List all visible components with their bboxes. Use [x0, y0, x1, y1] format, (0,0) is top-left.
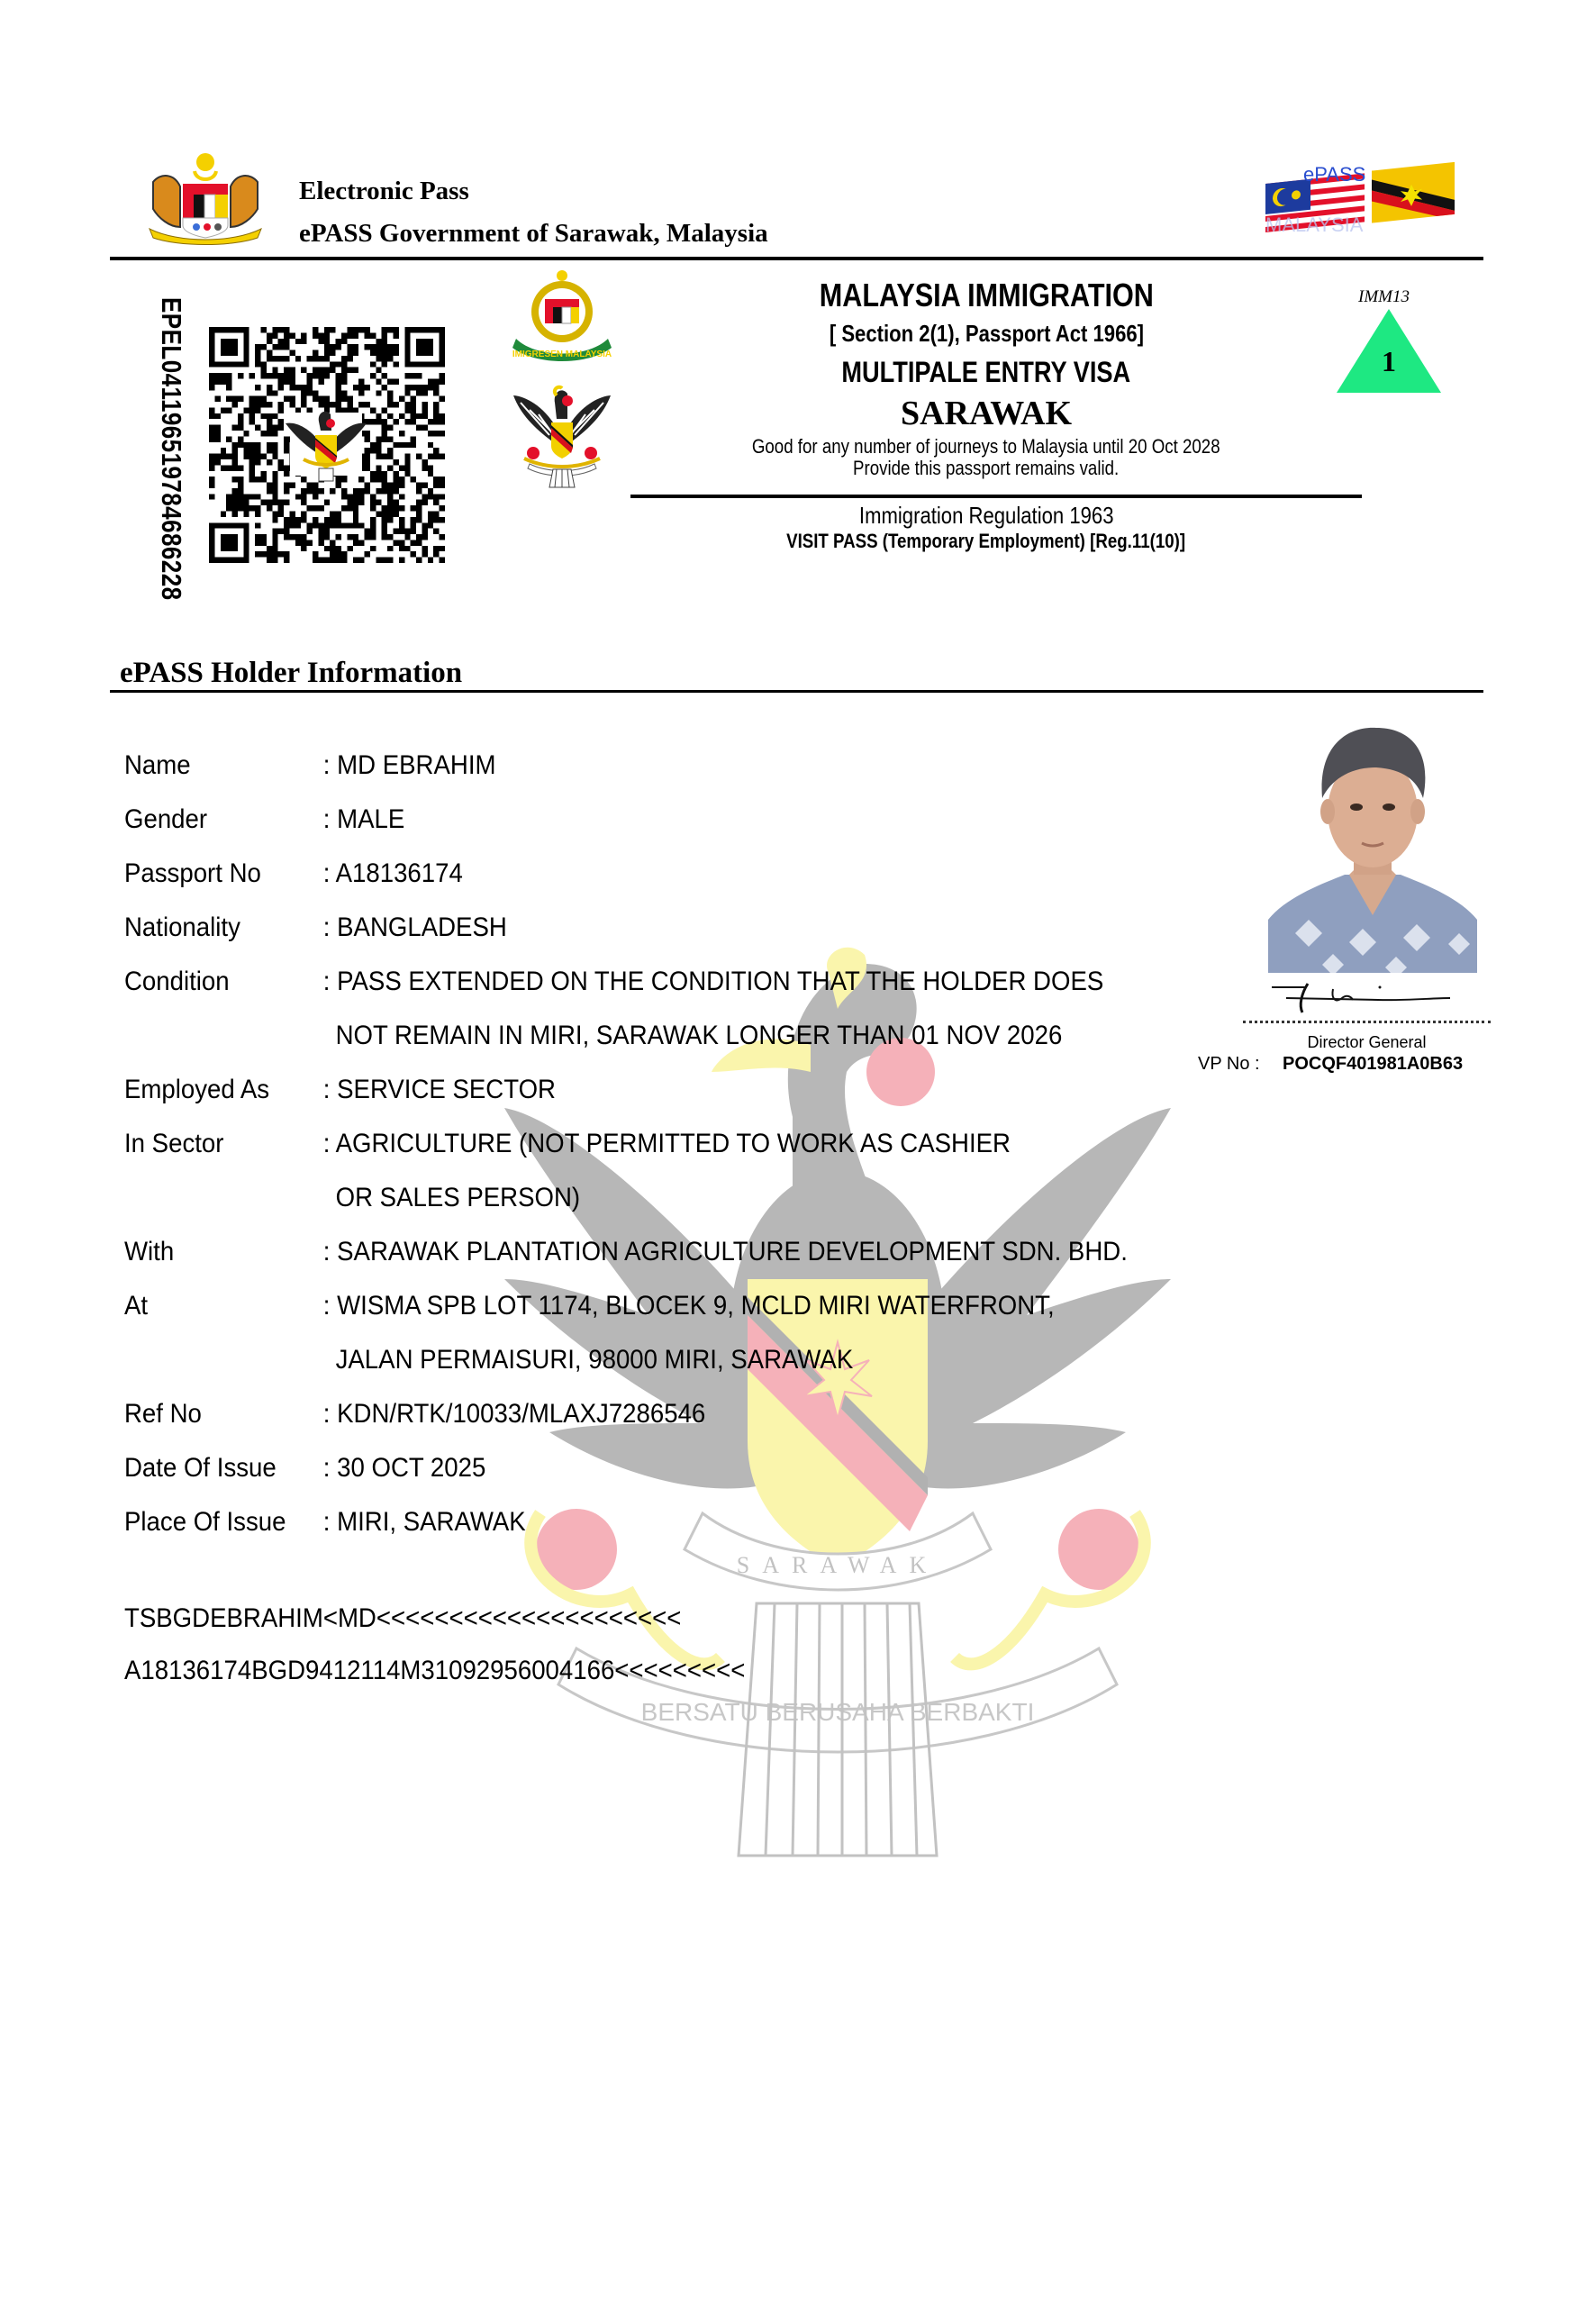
field-value: : 30 OCT 2025	[322, 1453, 486, 1483]
holder-section-divider	[110, 690, 1483, 693]
visa-authority: MALAYSIA IMMIGRATION	[819, 277, 1154, 313]
visa-section: [ Section 2(1), Passport Act 1966]	[829, 320, 1144, 347]
field-value: : BANGLADESH	[322, 912, 507, 942]
malaysia-coat-of-arms-logo	[142, 146, 268, 245]
field-value: : SERVICE SECTOR	[322, 1075, 556, 1104]
field-value: : SARAWAK PLANTATION AGRICULTURE DEVELOPMENT SDN. BHD.	[322, 1237, 1128, 1266]
field-label: Employed As	[124, 1075, 270, 1104]
watermark-shield-text: SARAWAK	[736, 1552, 939, 1578]
signer-title: Director General	[1307, 1033, 1427, 1051]
entry-number-badge	[1335, 309, 1443, 395]
field-value: : MIRI, SARAWAK	[322, 1507, 526, 1537]
field-value: : MD EBRAHIM	[322, 750, 496, 780]
visa-validity-line2: Provide this passport remains valid.	[853, 457, 1120, 479]
visa-pass-type: VISIT PASS (Temporary Employment) [Reg.11(10)]	[786, 530, 1186, 552]
field-label: Condition	[124, 967, 230, 996]
field-value-continued: JALAN PERMAISURI, 98000 MIRI, SARAWAK	[335, 1345, 854, 1375]
field-value: : KDN/RTK/10033/MLAXJ7286546	[322, 1399, 706, 1429]
qr-center-emblem-icon	[281, 404, 371, 485]
immigration-malaysia-badge	[509, 268, 615, 363]
sarawak-emblem	[512, 383, 612, 489]
signature-dotted-line	[1243, 1021, 1491, 1023]
field-value: : PASS EXTENDED ON THE CONDITION THAT THE HOLDER DOES	[322, 967, 1104, 996]
epass-serial-vertical	[151, 297, 187, 613]
field-label: Nationality	[124, 912, 240, 942]
watermark-motto: BERSATU BERUSAHA BERBAKTI	[640, 1698, 1035, 1726]
field-label: Gender	[124, 804, 208, 834]
form-code: IMM13	[1358, 287, 1410, 306]
entry-number: 1	[1382, 345, 1396, 377]
visa-type: MULTIPALE ENTRY VISA	[841, 356, 1131, 388]
field-label: Date Of Issue	[124, 1453, 277, 1483]
visa-divider	[630, 495, 1362, 498]
field-value-continued: OR SALES PERSON)	[335, 1183, 581, 1212]
holder-photo	[1268, 708, 1477, 973]
field-value: : WISMA SPB LOT 1174, BLOCEK 9, MCLD MIRI WATERFRONT,	[322, 1291, 1055, 1321]
mrz-line-2: A18136174BGD9412114M31092956004166<<<<<<<<<	[124, 1656, 746, 1685]
mrz-line-1: TSBGDEBRAHIM<MD<<<<<<<<<<<<<<<<<<<<<	[124, 1603, 682, 1633]
epass-malaysia-flags-logo	[1256, 149, 1473, 239]
field-value: : AGRICULTURE (NOT PERMITTED TO WORK AS CASHIER	[322, 1129, 1011, 1158]
visa-validity-line1: Good for any number of journeys to Malaysia until 20 Oct 2028	[752, 435, 1220, 458]
field-label: In Sector	[124, 1129, 224, 1158]
field-label: Ref No	[124, 1399, 202, 1429]
field-value: : A18136174	[322, 858, 463, 888]
field-label: Place Of Issue	[124, 1507, 286, 1537]
visa-state: SARAWAK	[900, 395, 1073, 432]
header-title-line2: ePASS Government of Sarawak, Malaysia	[299, 219, 768, 248]
epass-logo-text: ePASS	[1303, 163, 1366, 186]
director-signature	[1252, 980, 1468, 1016]
field-label: With	[124, 1237, 175, 1266]
field-value-continued: NOT REMAIN IN MIRI, SARAWAK LONGER THAN 01 NOV 2026	[335, 1021, 1063, 1050]
holder-section-title: ePASS Holder Information	[120, 657, 463, 689]
immigration-badge-text: IMIGRESEN MALAYSIA	[512, 350, 612, 359]
malaysia-logo-text: MALAYSIA	[1265, 213, 1364, 236]
vp-number-label: VP No :	[1198, 1054, 1260, 1074]
header-title-line1: Electronic Pass	[299, 177, 469, 205]
epass-serial-text: EPEL041196519784686228	[156, 297, 187, 601]
qr-code[interactable]	[209, 327, 445, 563]
field-label: Name	[124, 750, 191, 780]
field-value: : MALE	[322, 804, 405, 834]
vp-number: POCQF401981A0B63	[1283, 1054, 1464, 1074]
field-label: Passport No	[124, 858, 261, 888]
header-divider	[110, 257, 1483, 260]
visa-regulation: Immigration Regulation 1963	[858, 502, 1114, 529]
field-label: At	[124, 1291, 149, 1321]
